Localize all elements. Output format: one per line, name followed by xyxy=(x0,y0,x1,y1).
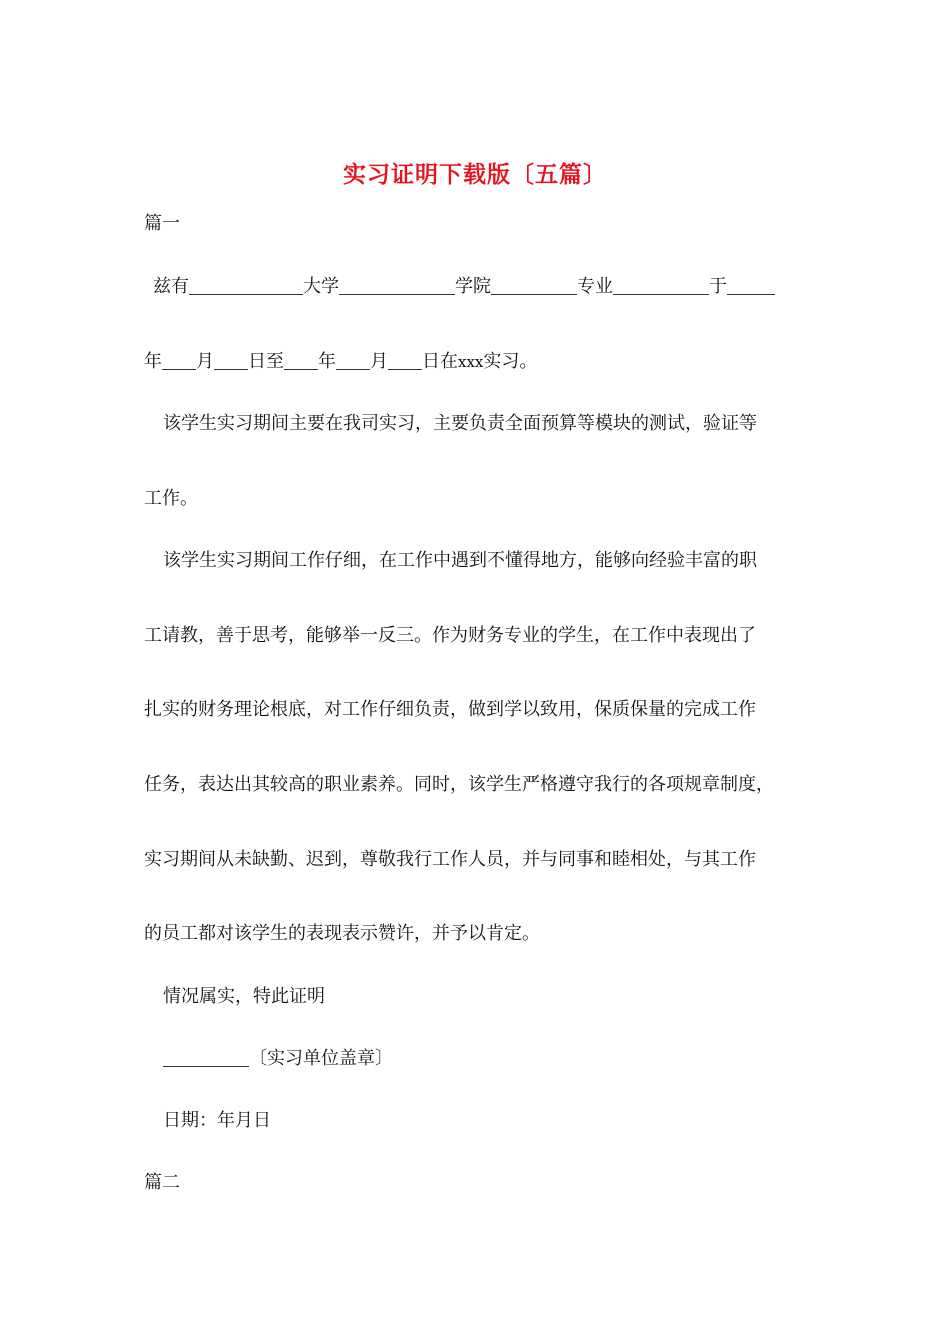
blank xyxy=(336,351,370,370)
paragraph-2-line: 该学生实习期间工作仔细，在工作中遇到不懂得地方，能够向经验丰富的职 xyxy=(163,550,757,571)
paragraph-2-line: 的员工都对该学生的表现表示赞许，并予以肯定。 xyxy=(144,923,540,944)
fill-text: 大学 xyxy=(303,276,339,297)
fill-text: 月 xyxy=(196,351,214,372)
stamp-label: 〔实习单位盖章〕 xyxy=(249,1048,393,1069)
paragraph-2-line: 工请教，善于思考，能够举一反三。作为财务专业的学生，在工作中表现出了 xyxy=(144,625,756,646)
paragraph-2-line: 任务，表达出其较高的职业素养。同时，该学生严格遵守我行的各项规章制度， xyxy=(144,774,774,795)
blank-major xyxy=(491,276,577,295)
fill-text: 实习。 xyxy=(483,351,538,372)
date-line: 日期：年月日 xyxy=(163,1110,271,1131)
fill-text: 专业 xyxy=(577,276,613,297)
paragraph-1-line: 该学生实习期间主要在我司实习，主要负责全面预算等模块的测试，验证等 xyxy=(163,413,757,434)
fill-text: 兹有 xyxy=(153,276,189,297)
fill-text: 日在 xyxy=(422,351,458,372)
placeholder-company: xxx xyxy=(458,353,484,371)
paragraph-1-line: 工作。 xyxy=(144,488,198,509)
stamp-line xyxy=(163,1047,393,1071)
fill-line-2 xyxy=(144,350,537,374)
fill-line-1 xyxy=(153,275,775,299)
paragraph-2-line: 实习期间从未缺勤、迟到，尊敬我行工作人员，并与同事和睦相处，与其工作 xyxy=(144,849,756,870)
fill-text: 月 xyxy=(370,351,388,372)
blank xyxy=(388,351,422,370)
blank-college xyxy=(339,276,455,295)
fill-text: 年 xyxy=(318,351,336,372)
section-heading-2: 篇二 xyxy=(144,1172,180,1193)
blank-name xyxy=(613,276,709,295)
paragraph-2-line: 扎实的财务理论根底，对工作仔细负责，做到学以致用，保质保量的完成工作 xyxy=(144,699,756,720)
fill-text: 学院 xyxy=(455,276,491,297)
blank-year xyxy=(727,276,775,295)
closing-statement: 情况属实，特此证明 xyxy=(163,986,325,1007)
blank-stamp xyxy=(163,1048,249,1067)
blank xyxy=(284,351,318,370)
blank-university xyxy=(189,276,303,295)
fill-text: 于 xyxy=(709,276,727,297)
section-heading-1: 篇一 xyxy=(144,213,180,234)
fill-text: 年 xyxy=(144,351,162,372)
document-title: 实习证明下载版〔五篇〕 xyxy=(343,161,607,188)
blank xyxy=(214,351,248,370)
fill-text: 日至 xyxy=(248,351,284,372)
blank xyxy=(162,351,196,370)
